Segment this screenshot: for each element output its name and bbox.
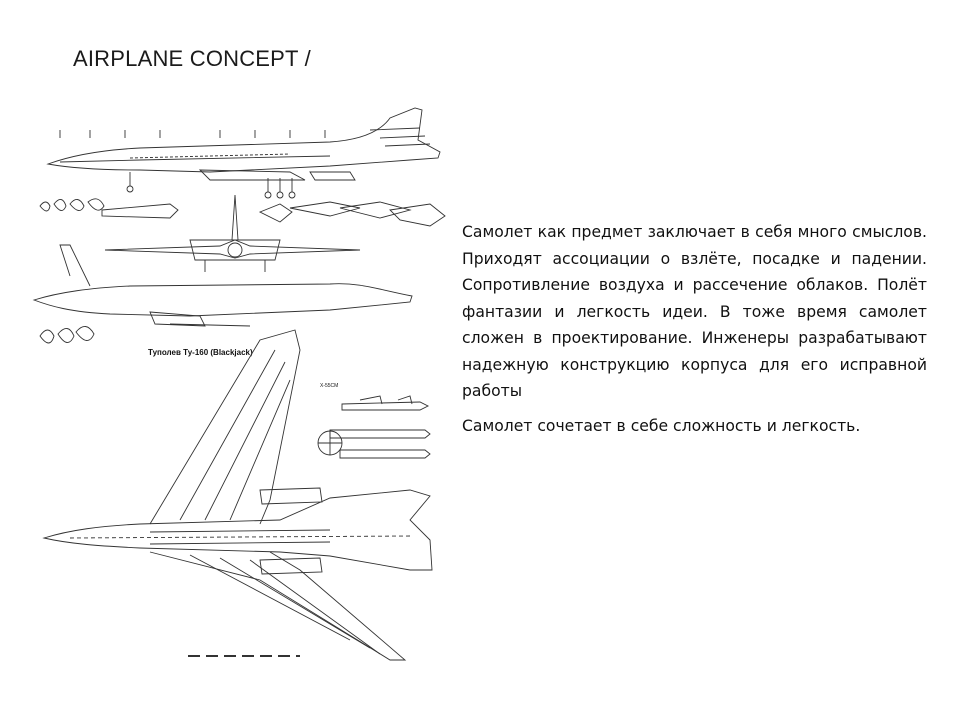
missile-views — [318, 396, 430, 458]
drawing-caption: Туполев Ту-160 (Blackjack) — [148, 348, 253, 357]
slide-title: AIRPLANE CONCEPT / — [73, 46, 311, 71]
paragraph-2: Самолет сочетает в себе сложность и легкость. — [462, 416, 861, 435]
body-text — [462, 219, 927, 447]
cross-section-row — [40, 199, 445, 226]
aircraft-blueprint-icon — [30, 100, 450, 670]
plan-view — [44, 330, 432, 660]
paragraph-1: Самолет как предмет заключает в себя много смыслов. Приходят ассоциации о взлёте, посадке и падении. Сопротивление воздуха и рассечение облаков. Полёт фантазии и легкость идеи. В тоже время самолет сложен в проектирование. Инженеры разрабатывают надежную конструкцию корпуса для его исправной работы — [462, 223, 927, 400]
missile-label: Х-55СМ — [320, 383, 339, 389]
aircraft-blueprint — [30, 100, 450, 670]
side-view-top — [48, 108, 440, 198]
